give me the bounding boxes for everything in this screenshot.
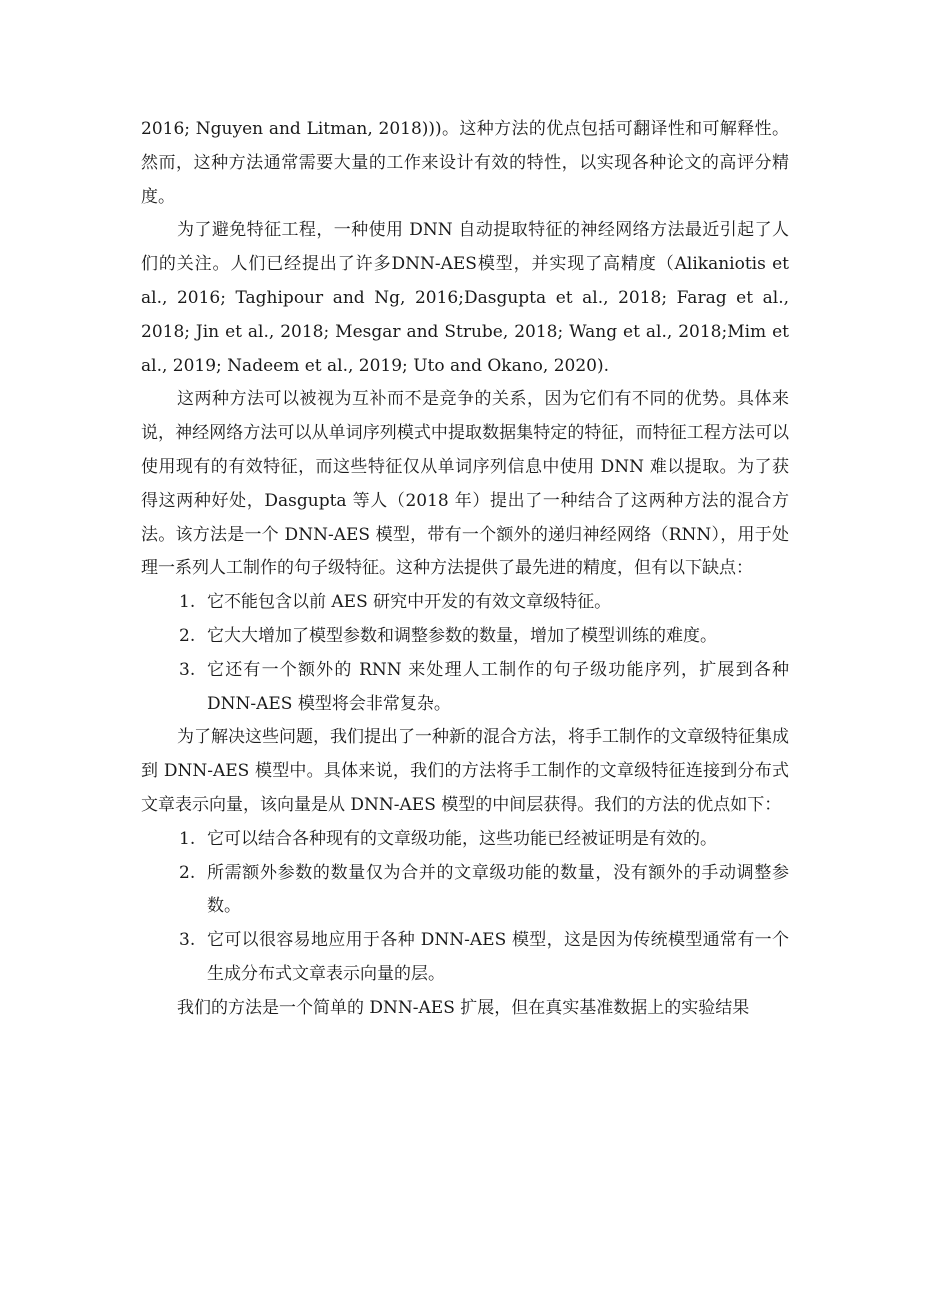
drawbacks-list	[141, 586, 789, 721]
list-item	[141, 654, 789, 722]
list-number: 3.	[179, 930, 196, 951]
paragraph-proposed-method: 为了解决这些问题，我们提出了一种新的混合方法，将手工制作的文章级特征集成到 DNN-AES 模型中。具体来说，我们的方法将手工制作的文章级特征连接到分布式文章表示向量，该向量是从 DNN-AES 模型的中间层获得。我们的方法的优点如下：	[141, 727, 789, 815]
list-number: 1.	[179, 828, 196, 849]
list-number: 2.	[179, 625, 196, 646]
list-item	[141, 586, 789, 620]
advantages-list	[141, 823, 789, 992]
list-item	[141, 823, 789, 857]
list-number: 3.	[179, 659, 196, 680]
list-item-text: 它可以很容易地应用于各种 DNN-AES 模型，这是因为传统模型通常有一个生成分布式文章表示向量的层。	[207, 930, 789, 984]
list-item-text: 所需额外参数的数量仅为合并的文章级功能的数量，没有额外的手动调整参数。	[207, 862, 789, 917]
list-number: 1.	[179, 592, 196, 613]
list-item	[141, 924, 789, 992]
list-number: 2.	[179, 862, 196, 883]
list-item	[141, 857, 789, 925]
list-item-text: 它大大增加了模型参数和调整参数的数量，增加了模型训练的难度。	[207, 625, 717, 646]
body-text	[141, 113, 789, 1026]
paragraph-results: 我们的方法是一个简单的 DNN-AES 扩展，但在真实基准数据上的实验结果	[177, 997, 750, 1018]
paragraph-continuation: 2016; Nguyen and Litman, 2018)))。这种方法的优点包括可翻译性和可解释性。然而，这种方法通常需要大量的工作来设计有效的特性，以实现各种论文的高评分精度。	[141, 119, 789, 207]
list-item-text: 它可以结合各种现有的文章级功能，这些功能已经被证明是有效的。	[207, 828, 717, 849]
list-item	[141, 620, 789, 654]
paragraph-neural-approach: 为了避免特征工程，一种使用 DNN 自动提取特征的神经网络方法最近引起了人们的关注。人们已经提出了许多DNN-AES模型，并实现了高精度（Alikaniotis et al., 2016; Taghipour and Ng, 2016;Dasgupta et al., 2018; Farag et al., 2018; Jin et al., 2018; Mesgar and Strube, 2018; Wang et al., 2018;Mim et al., 2019; Nadeem et al., 2019; Uto and Okano, 2020).	[141, 220, 789, 376]
list-item-text: 它不能包含以前 AES 研究中开发的有效文章级特征。	[207, 592, 612, 613]
list-item-text: 它还有一个额外的 RNN 来处理人工制作的句子级功能序列，扩展到各种 DNN-AES 模型将会非常复杂。	[207, 659, 789, 714]
paragraph-hybrid-approach: 这两种方法可以被视为互补而不是竞争的关系，因为它们有不同的优势。具体来说，神经网络方法可以从单词序列模式中提取数据集特定的特征，而特征工程方法可以使用现有的有效特征，而这些特征仅从单词序列信息中使用 DNN 难以提取。为了获得这两种好处，Dasgupta 等人（2018 年）提出了一种结合了这两种方法的混合方法。该方法是一个 DNN-AES 模型，带有一个额外的递归神经网络（RNN），用于处理一系列人工制作的句子级特征。这种方法提供了最先进的精度，但有以下缺点：	[141, 389, 789, 579]
